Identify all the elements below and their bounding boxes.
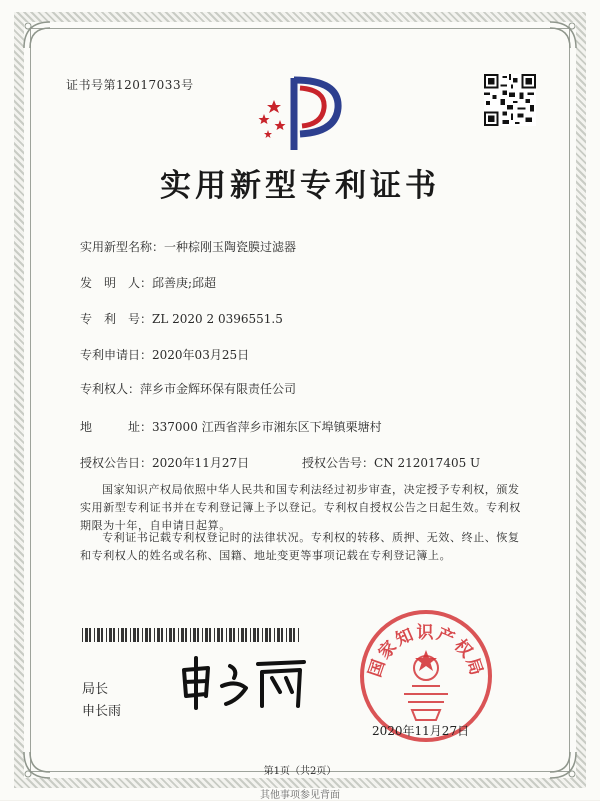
barcode-bar: [286, 628, 287, 642]
certificate-number: 证书号第12017033号: [66, 78, 194, 92]
barcode-bar: [209, 628, 211, 642]
field-label: 地 址：: [80, 420, 153, 434]
barcode-bar: [289, 628, 292, 642]
barcode-bar: [293, 628, 295, 642]
field-value: 2020年03月25日: [152, 348, 250, 362]
field-value: 337000 江西省萍乡市湘东区下埠镇栗塘村: [152, 420, 382, 434]
barcode-bar: [241, 628, 244, 642]
barcode-bar: [202, 628, 203, 642]
official-name: 申长雨: [82, 704, 122, 719]
field-label: 授权公告号：: [302, 456, 375, 470]
barcode-bar: [161, 628, 163, 642]
barcode-bar: [221, 628, 223, 642]
barcode-bar: [265, 628, 268, 642]
field-value: 2020年11月27日: [152, 456, 250, 470]
barcode-bar: [233, 628, 235, 642]
barcode-bar: [130, 628, 131, 642]
barcode-bar: [181, 628, 184, 642]
barcode-bar: [121, 628, 124, 642]
barcode-bar: [274, 628, 275, 642]
barcode-bar: [125, 628, 127, 642]
barcode-bar: [257, 628, 259, 642]
barcode-bar: [97, 628, 100, 642]
barcode-bar: [109, 628, 112, 642]
barcode-bar: [149, 628, 151, 642]
field-label: 实用新型名称：: [80, 240, 165, 254]
qr-code-icon: [484, 74, 536, 126]
seal-text: 国家知识产权局: [365, 623, 487, 680]
field-label: 专 利 号：: [80, 312, 153, 326]
page-number: 第1页（共2页）: [263, 766, 337, 777]
barcode-bar: [238, 628, 239, 642]
bottom-note: 其他事项参见背面: [260, 790, 340, 801]
field-value: 邱善庚;邱超: [152, 276, 217, 290]
barcode-bar: [166, 628, 167, 642]
barcode-bar: [137, 628, 139, 642]
barcode-icon: [82, 628, 302, 642]
barcode-bar: [106, 628, 107, 642]
barcode-bar: [193, 628, 196, 642]
barcode-bar: [229, 628, 232, 642]
barcode-bar: [145, 628, 148, 642]
field-label: 授权公告日：: [80, 456, 153, 470]
barcode-bar: [169, 628, 172, 642]
barcode-bar: [178, 628, 179, 642]
barcode-bar: [226, 628, 227, 642]
barcode-bar: [94, 628, 95, 642]
field-value: 萍乡市金辉环保有限责任公司: [140, 382, 297, 396]
barcode-bar: [118, 628, 119, 642]
field-value: CN 212017405 U: [374, 456, 481, 470]
barcode-bar: [245, 628, 247, 642]
barcode-bar: [277, 628, 280, 642]
field-label: 专利权人：: [80, 382, 141, 396]
utility-model-name-row: [80, 238, 296, 255]
field-label: 发 明 人：: [80, 276, 153, 290]
field-value: ZL 2020 2 0396551.5: [152, 312, 283, 326]
cnipa-logo-icon: [254, 74, 346, 154]
barcode-bar: [82, 628, 83, 642]
barcode-bar: [142, 628, 143, 642]
grant-date-row: [80, 454, 249, 471]
barcode-bar: [113, 628, 115, 642]
patentee-row: [80, 380, 296, 397]
field-value: 一种棕刚玉陶瓷膜过滤器: [164, 240, 297, 254]
patent-number-row: [80, 310, 283, 327]
body-paragraph-2: 专利证书记载专利权登记时的法律状况。专利权的转移、质押、无效、终止、恢复和专利权人的姓名或名称、国籍、地址变更等事项记载在专利登记簿上。: [80, 531, 520, 562]
barcode-bar: [185, 628, 187, 642]
corner-ornament-icon: [546, 18, 580, 52]
barcode-bar: [214, 628, 215, 642]
inventor-row: [80, 274, 216, 291]
corner-ornament-icon: [20, 18, 54, 52]
grant-publication-number-row: [302, 454, 480, 471]
barcode-bar: [85, 628, 88, 642]
barcode-bar: [157, 628, 160, 642]
barcode-bar: [269, 628, 271, 642]
address-row: [80, 418, 382, 435]
barcode-bar: [101, 628, 103, 642]
director-signature: [176, 652, 316, 712]
barcode-bar: [298, 628, 299, 642]
barcode-bar: [217, 628, 220, 642]
barcode-bar: [89, 628, 91, 642]
barcode-bar: [173, 628, 175, 642]
certificate-title: 实用新型专利证书: [160, 168, 440, 204]
barcode-bar: [205, 628, 208, 642]
barcode-bar: [154, 628, 155, 642]
barcode-bar: [253, 628, 256, 642]
seal-date: 2020年11月27日: [372, 724, 470, 738]
barcode-bar: [281, 628, 283, 642]
barcode-bar: [250, 628, 251, 642]
field-label: 专利申请日：: [80, 348, 153, 362]
barcode-bar: [190, 628, 191, 642]
filing-date-row: [80, 346, 249, 363]
body-paragraph-1: 国家知识产权局依照中华人民共和国专利法经过初步审查，决定授予专利权，颁发实用新型专利证书并在专利登记簿上予以登记。专利权自授权公告之日起生效。专利权期限为十年，自申请日起算。: [80, 483, 521, 532]
barcode-bar: [197, 628, 199, 642]
official-title: 局长: [82, 682, 109, 697]
barcode-bar: [262, 628, 263, 642]
barcode-bar: [133, 628, 136, 642]
